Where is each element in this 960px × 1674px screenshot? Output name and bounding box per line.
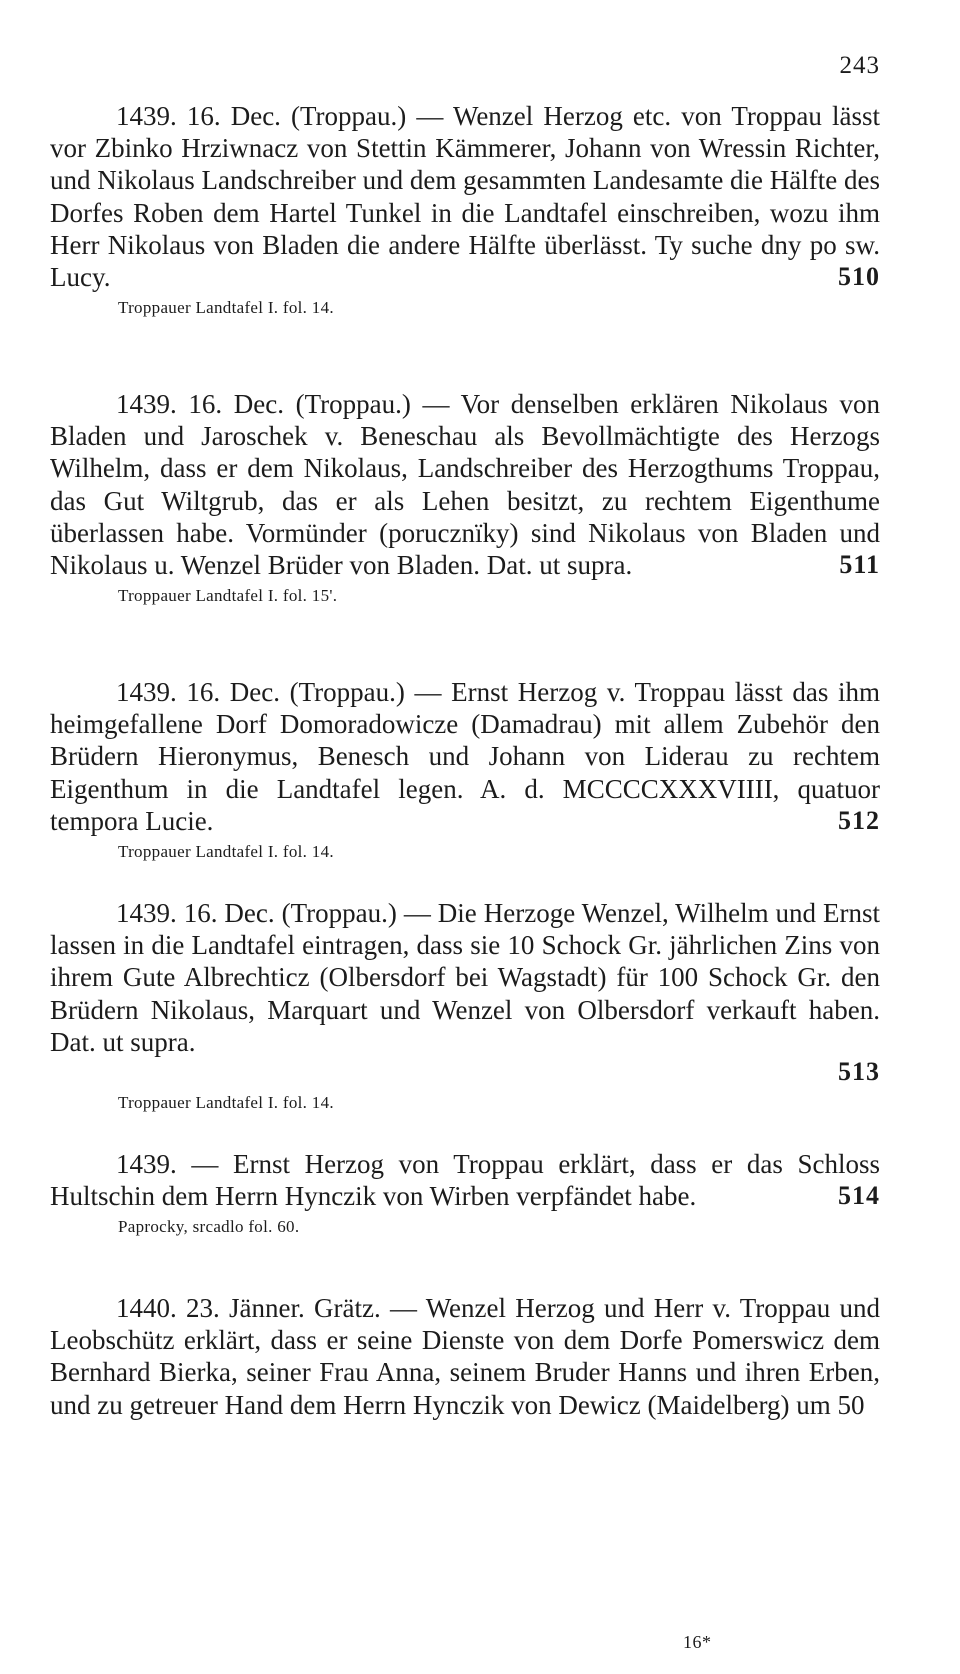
entry-text-body: 1439. — Ernst Herzog von Troppau erklärt, dass er das Schloss Hultschin dem Herrn Hynczik von Wirben verpfändet habe. xyxy=(50,1149,880,1212)
entry-text xyxy=(50,676,880,837)
entry-number: 512 xyxy=(838,805,880,835)
entry-text xyxy=(50,897,880,1058)
entry-source: Troppauer Landtafel I. fol. 14. xyxy=(118,842,334,862)
entry-source: Paprocky, srcadlo fol. 60. xyxy=(118,1217,300,1237)
entry-text xyxy=(50,1292,880,1421)
entry-number: 511 xyxy=(839,550,880,580)
entry-text xyxy=(50,388,880,581)
entry-text-body: 1439. 16. Dec. (Troppau.) — Vor denselben erklären Nikolaus von Bladen und Jaroschek v. Beneschau als Bevollmächtigte des Herzogs Wilhelm, dass er dem Nikolaus, Landschreiber des Herzogthums Troppau, das Gut Wiltgrub, das er als Lehen besitzt, zu rechtem Eigenthume überlassen habe. Vormünder (porucznïky) sind Nikolaus von Bladen und Nikolaus u. Wenzel Brüder von Bladen. Dat. ut supra. xyxy=(50,389,880,581)
signature-mark: 16* xyxy=(683,1632,712,1652)
entry-number: 513 xyxy=(838,1057,880,1087)
entry-text xyxy=(50,1148,880,1212)
entry-text-body: 1439. 16. Dec. (Troppau.) — Die Herzoge Wenzel, Wilhelm und Ernst lassen in die Landtafel eintragen, dass sie 10 Schock Gr. jährlichen Zins von ihrem Gute Albrechticz (Olbersdorf bei Wagstadt) für 100 Schock Gr. den Brüdern Nikolaus, Marquart und Wenzel von Olbersdorf verkauft haben. Dat. ut supra. xyxy=(50,898,880,1057)
entry-513 xyxy=(50,897,880,1114)
entry-514 xyxy=(50,1148,880,1238)
entry-source: Troppauer Landtafel I. fol. 15'. xyxy=(118,586,338,606)
book-page xyxy=(50,0,880,1674)
entry-number: 510 xyxy=(838,262,880,292)
entry-text-body: 1439. 16. Dec. (Troppau.) — Ernst Herzog v. Troppau lässt das ihm heimgefallene Dorf Domoradowicze (Damadrau) mit allem Zubehör den Brüdern Hieronymus, Benesch und Johann von Liderau zu rechtem Eigenthum in die Landtafel legen. A. d. MCCCCXXXVIIII, quatuor tempora Lucie. xyxy=(50,677,880,836)
entry-text-body: 1440. 23. Jänner. Grätz. — Wenzel Herzog und Herr v. Troppau und Leobschütz erklärt, dass er seine Dienste von dem Dorfe Pomerswicz dem Bernhard Bierka, seiner Frau Anna, seinem Bruder Hanns und ihren Erben, und zu getreuer Hand dem Herrn Hynczik von Dewicz (Maidelberg) um 50 xyxy=(50,1293,880,1420)
entry-number: 514 xyxy=(838,1181,880,1211)
entry-text xyxy=(50,100,880,293)
entry-515 xyxy=(50,1292,880,1421)
entry-text-body: 1439. 16. Dec. (Troppau.) — Wenzel Herzog etc. von Troppau lässt vor Zbinko Hrziwnacz von Stettin Kämmerer, Johann von Wressin Richter, und Nikolaus Landschreiber und dem gesammten Landesamte die Hälfte des Dorfes Roben dem Hartel Tunkel in die Landtafel einschreiben, wozu ihm Herr Nikolaus von Bladen die andere Hälfte überlässt. Ty suche dny po sw. Lucy. xyxy=(50,101,880,293)
entry-source: Troppauer Landtafel I. fol. 14. xyxy=(118,298,334,318)
entry-511 xyxy=(50,388,880,607)
entry-510 xyxy=(50,100,880,319)
entry-512 xyxy=(50,676,880,863)
page-number: 243 xyxy=(839,52,880,79)
entry-source: Troppauer Landtafel I. fol. 14. xyxy=(118,1093,334,1113)
